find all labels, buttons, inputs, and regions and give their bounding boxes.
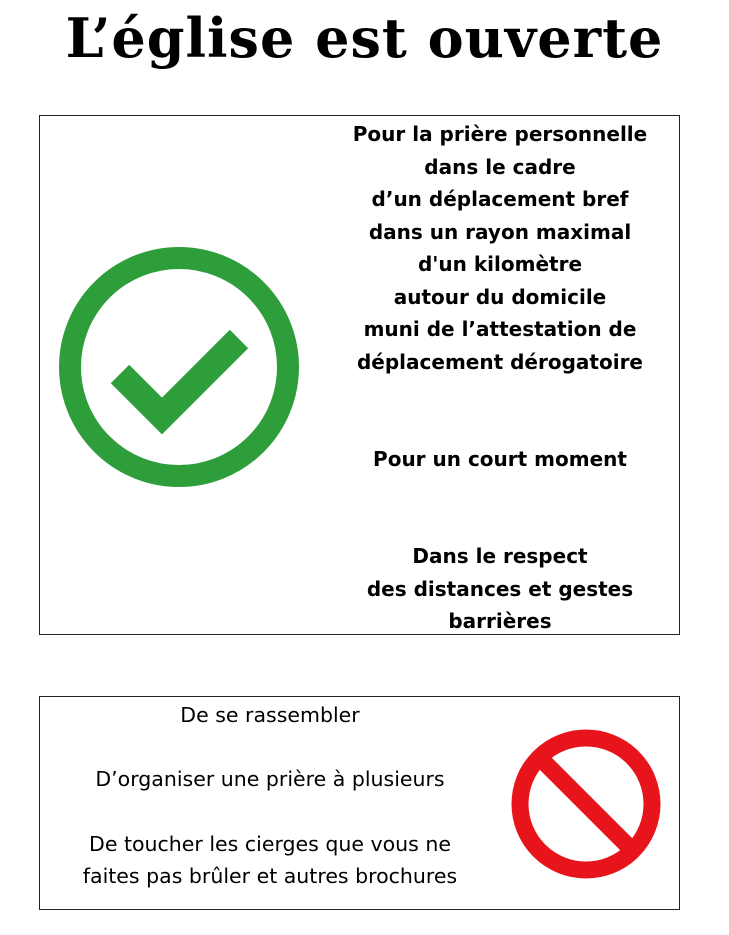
forbidden-line: faites pas brûler et autres brochures (82, 864, 458, 888)
forbidden-panel (39, 696, 680, 910)
allowed-line: muni de l’attestation de (363, 317, 637, 341)
forbidden-paragraph-3 (60, 828, 480, 892)
check-circle-icon (58, 246, 300, 488)
allowed-panel (39, 115, 680, 635)
allowed-line: autour du domicile (393, 284, 607, 309)
allowed-line: d'un kilomètre (417, 252, 583, 276)
allowed-line: dans le cadre (424, 154, 576, 179)
allowed-paragraph-2 (330, 443, 670, 476)
allowed-line: des distances et gestes (366, 576, 634, 601)
allowed-line: Dans le respect (412, 544, 588, 568)
allowed-paragraph-3 (330, 540, 670, 638)
allowed-line: dans un rayon maximal (368, 219, 632, 244)
forbidden-paragraph-2 (60, 763, 480, 795)
allowed-line: Pour un court moment (373, 447, 627, 471)
prohibited-icon (510, 728, 662, 880)
allowed-line: Pour la prière personnelle (352, 122, 648, 146)
forbidden-line: D’organiser une prière à plusieurs (95, 767, 445, 791)
allowed-line: d’un déplacement bref (371, 187, 629, 211)
allowed-line: barrières (448, 609, 552, 633)
allowed-paragraph-1 (330, 118, 670, 378)
forbidden-line: De toucher les cierges que vous ne (89, 832, 451, 856)
forbidden-line: De se rassembler (180, 703, 360, 727)
forbidden-paragraph-1 (60, 699, 480, 731)
page-title: L’église est ouverte (65, 6, 664, 70)
allowed-line: déplacement dérogatoire (356, 349, 643, 374)
